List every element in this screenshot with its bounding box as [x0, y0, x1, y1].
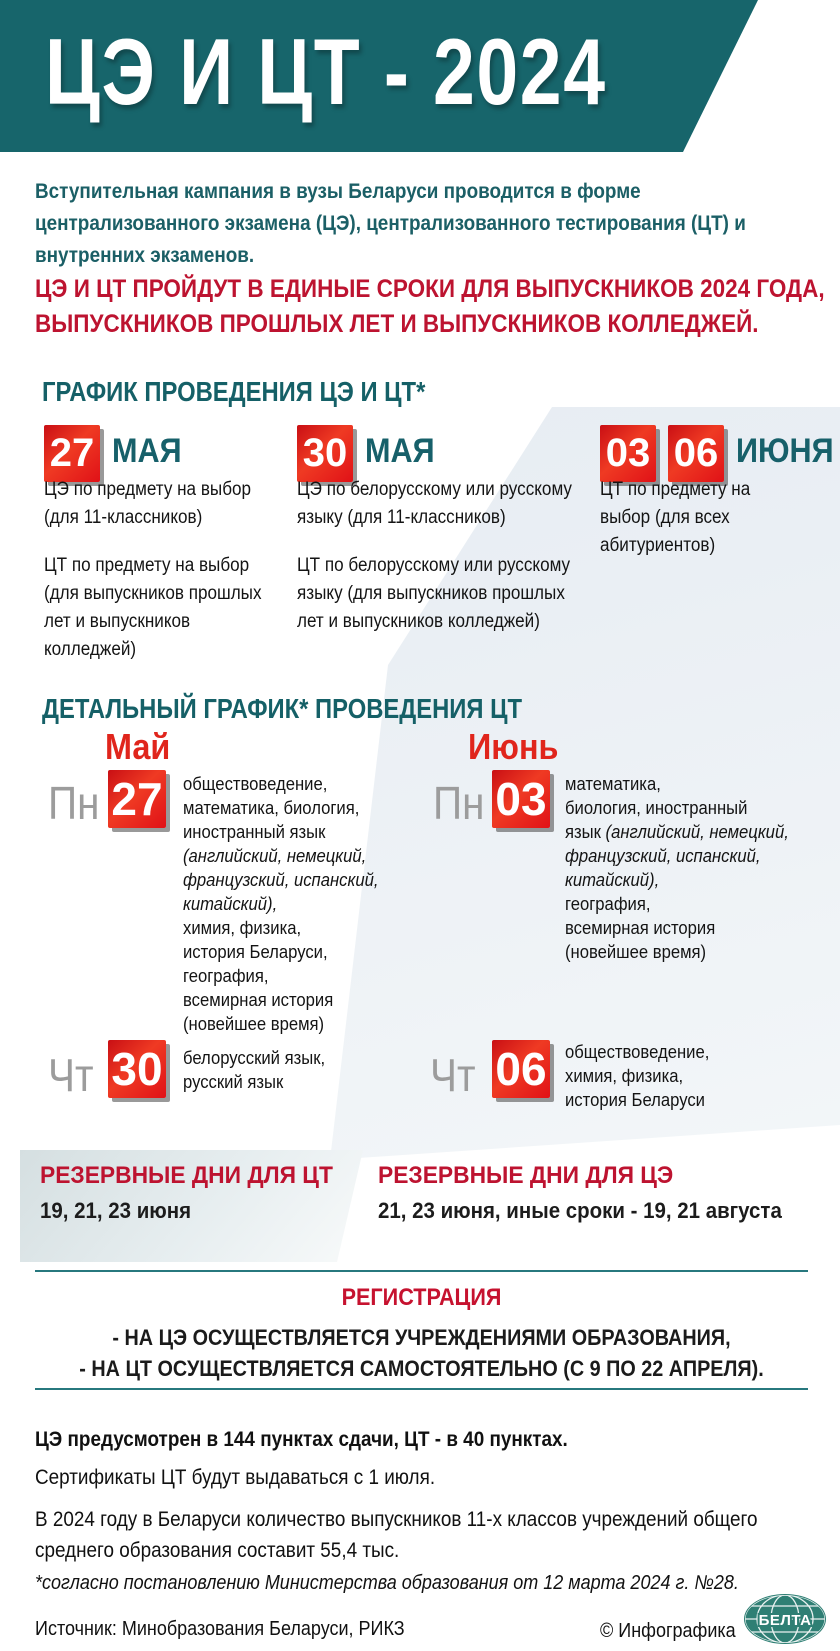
text-line: химия, физика, — [565, 1065, 684, 1086]
text-line: ЦТ по предмету на выбор — [44, 555, 250, 576]
headline-text — [35, 272, 825, 342]
text-line: ЦТ по белорусскому или русскому — [297, 555, 571, 576]
schedule-col1-item2 — [44, 552, 262, 664]
footnote: *согласно постановлению Министерства образования от 12 марта 2024 г. №28. — [35, 1572, 739, 1594]
text-line: среднего образования составит 55,4 тыс. — [35, 1539, 400, 1562]
text-line: - НА ЦТ ОСУЩЕСТВЛЯЕТСЯ САМОСТОЯТЕЛЬНО (С 9 ПО 22 АПРЕЛЯ). — [79, 1356, 764, 1381]
page-title: ЦЭ И ЦТ - 2024 — [45, 19, 607, 124]
text-line: химия, физика, — [183, 917, 302, 938]
registration-lines — [74, 1322, 770, 1384]
subjects-may-30 — [183, 1046, 325, 1094]
text-line: В 2024 году в Беларуси количество выпускников 11-х классов учреждений общего — [35, 1508, 758, 1531]
text-line: история Беларуси, — [183, 941, 328, 962]
date-number: 06 — [673, 431, 719, 475]
text-line: французский, испанский, — [183, 869, 379, 890]
date-box-27-detail — [108, 770, 166, 828]
date-number: 03 — [495, 773, 547, 825]
day-label-mon-may: Пн — [48, 777, 100, 829]
subjects-june-06 — [565, 1040, 709, 1112]
text-line: Вступительная кампания в вузы Беларуси проводится в форме — [35, 180, 641, 203]
text-line: ЦЭ по предмету на выбор — [44, 479, 252, 500]
date-number: 03 — [605, 431, 651, 475]
text-line: математика, — [565, 773, 661, 794]
text-line: (для 11-классников) — [44, 507, 203, 528]
text-line: выбор (для всех — [600, 507, 730, 528]
month-label-may-2: МАЯ — [365, 432, 435, 470]
text-line: внутренних экзаменов. — [35, 244, 255, 267]
text-line: лет и выпускников колледжей) — [297, 611, 540, 632]
schedule-section-title: ГРАФИК ПРОВЕДЕНИЯ ЦЭ И ЦТ* — [42, 376, 426, 407]
reserve-ct-title: РЕЗЕРВНЫЕ ДНИ ДЛЯ ЦТ — [40, 1162, 333, 1189]
text-line: ЦТ по предмету на — [600, 479, 751, 500]
text-line: централизованного экзамена (ЦЭ), централизованного тестирования (ЦТ) и — [35, 212, 746, 235]
text-line: (английский, немецкий, — [183, 845, 367, 866]
registration-block — [74, 1284, 770, 1384]
date-box-03-june — [600, 425, 656, 482]
month-label-june: ИЮНЯ — [736, 432, 834, 470]
date-box-03-detail — [492, 770, 550, 828]
text-line: (новейшее время) — [565, 941, 707, 962]
intro-text — [35, 176, 746, 272]
subjects-june-03 — [565, 772, 789, 964]
text-line: язык (английский, немецкий, — [565, 821, 789, 842]
text-line: география, — [183, 965, 269, 986]
date-number: 27 — [111, 773, 163, 825]
text-line: (для выпускников прошлых — [44, 583, 262, 604]
divider-bottom — [35, 1388, 808, 1390]
belta-logo-icon — [742, 1592, 828, 1646]
date-number: 30 — [302, 431, 348, 475]
text-line: обществоведение, — [565, 1041, 710, 1062]
footer-credit: © Инфографика — [600, 1620, 736, 1642]
text-line: китайский), — [565, 869, 660, 890]
fact-certificates: Сертификаты ЦТ будут выдаваться с 1 июля. — [35, 1466, 436, 1489]
text-line: история Беларуси — [565, 1089, 705, 1110]
text-line: ЦЭ по белорусскому или русскому — [297, 479, 572, 500]
text-line: математика, биология, — [183, 797, 360, 818]
date-number: 06 — [495, 1043, 547, 1095]
day-label-mon-june: Пн — [433, 777, 485, 829]
reserve-ce-title: РЕЗЕРВНЫЕ ДНИ ДЛЯ ЦЭ — [378, 1162, 674, 1189]
date-box-30-may — [297, 425, 353, 482]
text-line: языку (для 11-классников) — [297, 507, 506, 528]
schedule-col1-item1 — [44, 476, 251, 532]
schedule-col2-item1 — [297, 476, 572, 532]
text-line: биология, иностранный — [565, 797, 748, 818]
text-line: обществоведение, — [183, 773, 328, 794]
date-box-06-june — [668, 425, 724, 482]
date-box-30-detail — [108, 1040, 166, 1098]
registration-title: РЕГИСТРАЦИЯ — [341, 1284, 502, 1311]
text-line: ВЫПУСКНИКОВ ПРОШЛЫХ ЛЕТ И ВЫПУСКНИКОВ КОЛЛЕДЖЕЙ. — [35, 310, 759, 338]
reserve-ce-dates: 21, 23 июня, иные сроки - 19, 21 августа — [378, 1198, 782, 1223]
belta-logo — [742, 1592, 828, 1651]
text-line: - НА ЦЭ ОСУЩЕСТВЛЯЕТСЯ УЧРЕЖДЕНИЯМИ ОБРАЗОВАНИЯ, — [112, 1325, 731, 1350]
date-box-06-detail — [492, 1040, 550, 1098]
text-line: французский, испанский, — [565, 845, 761, 866]
divider-top — [35, 1270, 808, 1272]
fact-graduates — [35, 1504, 758, 1566]
schedule-col2-item2 — [297, 552, 570, 636]
text-line: абитуриентов) — [600, 535, 716, 556]
date-number: 30 — [111, 1043, 163, 1095]
text-line: всемирная история — [565, 917, 716, 938]
text-line: (новейшее время) — [183, 1013, 325, 1034]
text-line: языку (для выпускников прошлых — [297, 583, 565, 604]
reserve-ct-dates: 19, 21, 23 июня — [40, 1198, 192, 1223]
month-label-may-1: МАЯ — [112, 432, 182, 470]
text-line: русский язык — [183, 1071, 284, 1092]
text-line: китайский), — [183, 893, 278, 914]
detailed-section-title: ДЕТАЛЬНЫЙ ГРАФИК* ПРОВЕДЕНИЯ ЦТ — [42, 693, 523, 724]
footer-source: Источник: Минобразования Беларуси, РИКЗ — [35, 1618, 405, 1640]
fact-exam-points: ЦЭ предусмотрен в 144 пунктах сдачи, ЦТ - в 40 пунктах. — [35, 1428, 568, 1451]
detailed-month-june: Июнь — [468, 726, 559, 767]
text-line: всемирная история — [183, 989, 334, 1010]
detailed-month-may: Май — [105, 726, 171, 767]
day-label-thu-may: Чт — [48, 1049, 94, 1101]
text-line: колледжей) — [44, 639, 137, 660]
date-box-27-may — [44, 425, 100, 482]
schedule-col3-item1 — [600, 476, 750, 560]
text-line: ЦЭ И ЦТ ПРОЙДУТ В ЕДИНЫЕ СРОКИ ДЛЯ ВЫПУСКНИКОВ 2024 ГОДА, — [35, 275, 825, 303]
text-line: лет и выпускников — [44, 611, 191, 632]
day-label-thu-june: Чт — [430, 1049, 476, 1101]
belta-logo-text: БЕЛТА — [758, 1612, 812, 1629]
text-line: белорусский язык, — [183, 1047, 326, 1068]
date-number: 27 — [49, 431, 95, 475]
text-line: география, — [565, 893, 651, 914]
text-line: иностранный язык — [183, 821, 326, 842]
subjects-may-27 — [183, 772, 378, 1036]
